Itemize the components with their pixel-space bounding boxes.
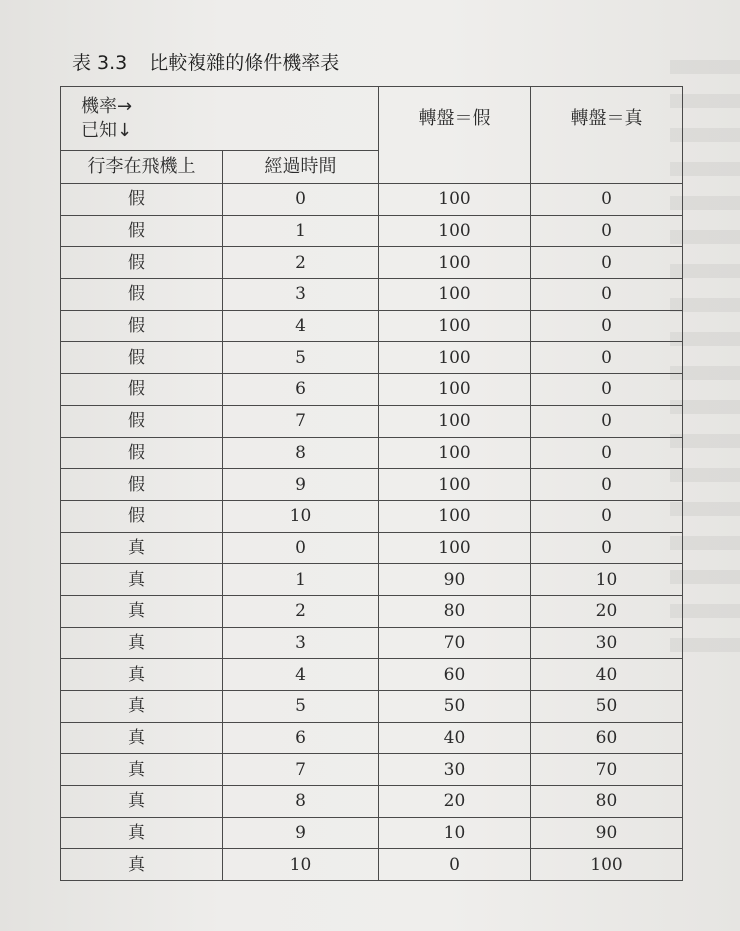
- luggage-cell: 假: [61, 310, 223, 342]
- prob-true-cell: 0: [531, 215, 683, 247]
- prob-true-cell: 0: [531, 500, 683, 532]
- table-row: [61, 659, 683, 691]
- prob-true-cell: 20: [531, 595, 683, 627]
- table-row: [61, 437, 683, 469]
- elapsed-time-cell: 4: [223, 659, 379, 691]
- luggage-cell: 假: [61, 500, 223, 532]
- elapsed-time-cell: 8: [223, 786, 379, 818]
- header-carousel-true: 轉盤＝真: [531, 87, 683, 184]
- prob-false-cell: 20: [379, 786, 531, 818]
- elapsed-time-cell: 3: [223, 627, 379, 659]
- elapsed-time-cell: 10: [223, 849, 379, 881]
- luggage-cell: 真: [61, 691, 223, 723]
- prob-true-cell: 80: [531, 786, 683, 818]
- table-row: [61, 691, 683, 723]
- table-row: [61, 500, 683, 532]
- prob-false-cell: 40: [379, 722, 531, 754]
- elapsed-time-cell: 6: [223, 374, 379, 406]
- table-row: [61, 564, 683, 596]
- table-caption: [72, 48, 339, 75]
- prob-true-cell: 0: [531, 374, 683, 406]
- luggage-cell: 假: [61, 469, 223, 501]
- prob-false-cell: 100: [379, 184, 531, 216]
- table-row: [61, 469, 683, 501]
- prob-true-cell: 40: [531, 659, 683, 691]
- prob-false-cell: 50: [379, 691, 531, 723]
- elapsed-time-cell: 5: [223, 342, 379, 374]
- header-elapsed-time: 經過時間: [223, 151, 379, 184]
- table-row: [61, 754, 683, 786]
- elapsed-time-cell: 1: [223, 564, 379, 596]
- table-row: [61, 532, 683, 564]
- prob-false-cell: 100: [379, 374, 531, 406]
- prob-true-cell: 10: [531, 564, 683, 596]
- prob-true-cell: 100: [531, 849, 683, 881]
- header-row-1: [61, 87, 683, 151]
- prob-true-cell: 60: [531, 722, 683, 754]
- elapsed-time-cell: 0: [223, 532, 379, 564]
- table-row: [61, 215, 683, 247]
- table-title: 比較複雜的條件機率表: [149, 52, 340, 74]
- prob-true-cell: 50: [531, 691, 683, 723]
- luggage-cell: 真: [61, 595, 223, 627]
- table-row: [61, 342, 683, 374]
- prob-true-cell: 0: [531, 247, 683, 279]
- prob-false-cell: 30: [379, 754, 531, 786]
- table-number: 表 3.3: [72, 52, 128, 74]
- prob-false-cell: 100: [379, 342, 531, 374]
- prob-true-cell: 0: [531, 279, 683, 311]
- prob-false-cell: 100: [379, 437, 531, 469]
- prob-true-cell: 0: [531, 184, 683, 216]
- table-row: [61, 405, 683, 437]
- table-row: [61, 247, 683, 279]
- luggage-cell: 假: [61, 437, 223, 469]
- elapsed-time-cell: 4: [223, 310, 379, 342]
- corner-label-known: 已知↓: [81, 119, 133, 141]
- elapsed-time-cell: 5: [223, 691, 379, 723]
- luggage-cell: 真: [61, 532, 223, 564]
- prob-false-cell: 100: [379, 469, 531, 501]
- elapsed-time-cell: 2: [223, 595, 379, 627]
- luggage-cell: 假: [61, 184, 223, 216]
- prob-false-cell: 100: [379, 405, 531, 437]
- elapsed-time-cell: 9: [223, 469, 379, 501]
- luggage-cell: 假: [61, 215, 223, 247]
- table-row: [61, 595, 683, 627]
- elapsed-time-cell: 8: [223, 437, 379, 469]
- luggage-cell: 假: [61, 405, 223, 437]
- header-carousel-false: 轉盤＝假: [379, 87, 531, 184]
- prob-true-cell: 30: [531, 627, 683, 659]
- corner-label-probability: 機率→: [81, 95, 133, 117]
- table-row: [61, 849, 683, 881]
- table-row: [61, 817, 683, 849]
- luggage-cell: 假: [61, 374, 223, 406]
- prob-false-cell: 100: [379, 532, 531, 564]
- prob-false-cell: 60: [379, 659, 531, 691]
- prob-false-cell: 90: [379, 564, 531, 596]
- elapsed-time-cell: 7: [223, 405, 379, 437]
- prob-true-cell: 0: [531, 469, 683, 501]
- header-luggage-on-plane: 行李在飛機上: [61, 151, 223, 184]
- prob-true-cell: 0: [531, 437, 683, 469]
- prob-false-cell: 100: [379, 215, 531, 247]
- luggage-cell: 真: [61, 627, 223, 659]
- luggage-cell: 假: [61, 247, 223, 279]
- luggage-cell: 真: [61, 786, 223, 818]
- table-row: [61, 184, 683, 216]
- table-row: [61, 627, 683, 659]
- prob-true-cell: 0: [531, 342, 683, 374]
- table-row: [61, 279, 683, 311]
- prob-true-cell: 90: [531, 817, 683, 849]
- prob-true-cell: 0: [531, 405, 683, 437]
- luggage-cell: 假: [61, 342, 223, 374]
- prob-false-cell: 100: [379, 310, 531, 342]
- luggage-cell: 真: [61, 722, 223, 754]
- elapsed-time-cell: 6: [223, 722, 379, 754]
- luggage-cell: 真: [61, 564, 223, 596]
- prob-true-cell: 0: [531, 532, 683, 564]
- prob-false-cell: 10: [379, 817, 531, 849]
- elapsed-time-cell: 1: [223, 215, 379, 247]
- prob-true-cell: 0: [531, 310, 683, 342]
- elapsed-time-cell: 10: [223, 500, 379, 532]
- prob-false-cell: 100: [379, 247, 531, 279]
- luggage-cell: 真: [61, 817, 223, 849]
- prob-true-cell: 70: [531, 754, 683, 786]
- corner-header-cell: [61, 87, 379, 151]
- prob-false-cell: 0: [379, 849, 531, 881]
- elapsed-time-cell: 0: [223, 184, 379, 216]
- elapsed-time-cell: 9: [223, 817, 379, 849]
- luggage-cell: 真: [61, 849, 223, 881]
- elapsed-time-cell: 3: [223, 279, 379, 311]
- conditional-probability-table: [60, 86, 683, 881]
- table-row: [61, 374, 683, 406]
- luggage-cell: 真: [61, 754, 223, 786]
- table-row: [61, 722, 683, 754]
- prob-false-cell: 100: [379, 279, 531, 311]
- prob-false-cell: 70: [379, 627, 531, 659]
- elapsed-time-cell: 2: [223, 247, 379, 279]
- table-row: [61, 786, 683, 818]
- table-row: [61, 310, 683, 342]
- luggage-cell: 假: [61, 279, 223, 311]
- elapsed-time-cell: 7: [223, 754, 379, 786]
- prob-false-cell: 80: [379, 595, 531, 627]
- luggage-cell: 真: [61, 659, 223, 691]
- prob-false-cell: 100: [379, 500, 531, 532]
